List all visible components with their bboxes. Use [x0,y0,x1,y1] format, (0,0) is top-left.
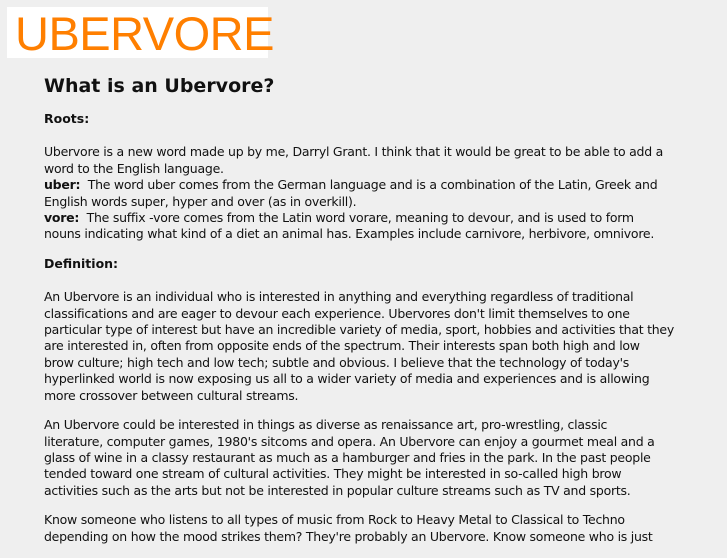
logo-text: UBERVORE [15,7,274,60]
text-line: are interested in, often from opposite ends of the spectrum. Their interests span both high and low [44,338,640,354]
text-line: literature, computer games, 1980's sitcoms and opera. An Ubervore can enjoy a gourmet meal and a [44,433,655,449]
text-line: Know someone who listens to all types of music from Rock to Heavy Metal to Classical to Techno [44,512,625,528]
text-line: classifications and are eager to devour each experience. Ubervores don't limit themselves to one [44,305,630,321]
text-line: An Ubervore is an individual who is interested in anything and everything regardless of traditional [44,289,634,305]
definition-paragraph [44,289,724,404]
definition-paragraph [44,512,724,545]
text-line: The suffix -vore comes from the Latin word vorare, meaning to devour, and is used to form [86,210,634,226]
text-line: An Ubervore could be interested in things as diverse as renaissance art, pro-wrestling, classic [44,417,608,433]
uber-term: uber: [44,177,81,193]
text-line: nouns indicating what kind of a diet an animal has. Examples include carnivore, herbivore, omnivore. [44,226,655,242]
text-line: Ubervore is a new word made up by me, Darryl Grant. I think that it would be great to be able to add a [44,144,664,160]
text-line: hyperlinked world is now exposing us all to a wider variety of media and experiences and is allowing [44,371,650,387]
text-line: depending on how the mood strikes them? They're probably an Ubervore. Know someone who is just [44,528,653,544]
roots-paragraph [44,144,724,242]
site-logo[interactable] [7,7,274,60]
text-line: word to the English language. [44,160,224,176]
definition-heading: Definition: [44,255,119,271]
text-line: activities such as the arts but not be interested in popular culture streams such as TV and sports. [44,482,631,498]
text-line: The word uber comes from the German language and is a combination of the Latin, Greek and [87,177,658,193]
text-line: English words super, hyper and over (as in overkill). [44,193,357,209]
definition-paragraph [44,417,724,499]
text-line: particular type of interest but have an incredible variety of media, sport, hobbies and activities that they [44,322,675,338]
text-line: glass of wine in a classy restaurant as much as a hamburger and fries in the park. In the past people [44,449,651,465]
article [44,74,724,558]
roots-heading: Roots: [44,111,90,126]
text-line: tended toward one stream of cultural activities. They might be interested in so-called high brow [44,466,622,482]
text-line: more crossover between cultural streams. [44,387,299,403]
page-title: What is an Ubervore? [44,75,275,97]
text-line: brow culture; high tech and low tech; subtle and obvious. I believe that the technology of today's [44,354,630,370]
vore-term: vore: [44,210,80,226]
